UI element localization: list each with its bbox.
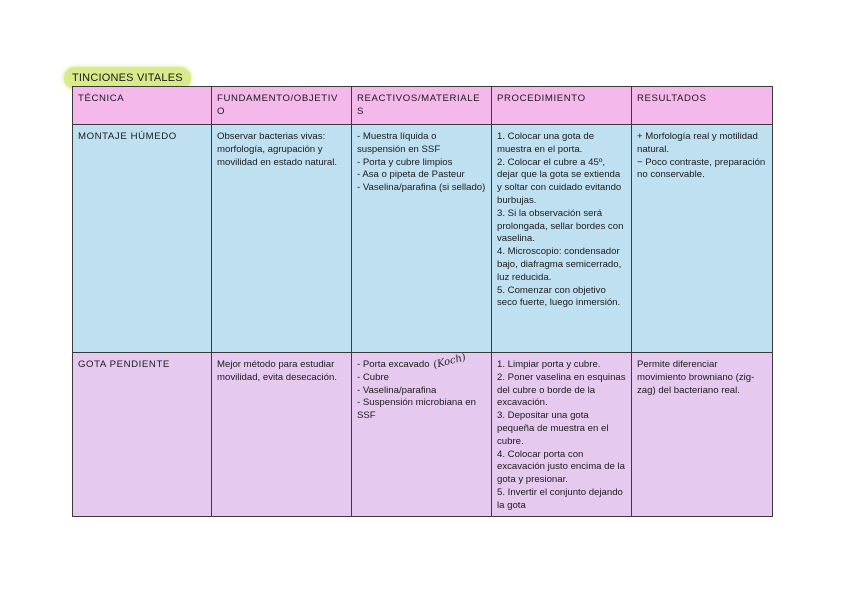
table-header-row <box>73 87 773 125</box>
cell-reactivos <box>352 353 492 517</box>
list-item: 4. Microscopio: condensador bajo, diafragma semicerrado, luz reducida. <box>497 246 622 283</box>
cell-fundamento: Observar bacterias vivas: morfología, agrupación y movilidad en estado natural. <box>212 125 352 353</box>
list-item: 1. Limpiar porta y cubre. <box>497 359 601 370</box>
list-item: 1. Colocar una gota de muestra en el porta. <box>497 131 595 155</box>
table-row-montaje-humedo <box>73 125 773 353</box>
list-item: - Suspensión microbiana en SSF <box>357 397 476 422</box>
techniques-table <box>72 86 773 517</box>
cell-tecnica: GOTA PENDIENTE <box>73 353 212 517</box>
cell-resultados <box>632 125 773 353</box>
list-item: 5. Invertir el conjunto dejando la gota <box>497 486 623 511</box>
list-item: 2. Poner vaselina en esquinas del cubre o borde de la excavación. <box>497 371 626 409</box>
list-item: - Asa o pipeta de Pasteur <box>357 169 465 181</box>
list-item: 5. Comenzar con objetivo seco fuerte, luego inmersión. <box>497 284 621 309</box>
header-procedimiento: PROCEDIMIENTO <box>492 87 632 125</box>
handwritten-note: (Koch) <box>432 352 468 371</box>
header-tecnica: TÉCNICA <box>73 87 212 125</box>
cell-reactivos <box>352 125 492 353</box>
list-item: 3. Depositar una gota pequeña de muestra en el cubre. <box>497 410 609 447</box>
list-item: - Cubre <box>357 371 389 383</box>
list-item: − Poco contraste, preparación no conservable. <box>637 156 766 181</box>
list-item-text: - Porta excavado <box>357 359 430 370</box>
list-item: 4. Colocar porta con excavación justo encima de la gota y presionar. <box>497 448 625 486</box>
list-item: 3. Si la observación será prolongada, sellar bordes con vaselina. <box>497 207 624 245</box>
header-fundamento: FUNDAMENTO/OBJETIVO <box>212 87 352 125</box>
cell-procedimiento <box>492 353 632 517</box>
list-item: - Vaselina/parafina (si sellado) <box>357 182 486 194</box>
list-item: - Vaselina/parafina <box>357 384 437 396</box>
list-item: - Porta y cubre limpios <box>357 156 453 168</box>
table-row-gota-pendiente <box>73 353 773 517</box>
list-item: 2. Colocar el cubre a 45º, dejar que la gota se extienda y soltar con cuidado evitando burbujas. <box>497 156 622 206</box>
header-resultados: RESULTADOS <box>632 87 773 125</box>
cell-procedimiento <box>492 125 632 353</box>
cell-fundamento: Mejor método para estudiar movilidad, evita desecación. <box>212 353 352 517</box>
cell-tecnica: MONTAJE HÚMEDO <box>73 125 212 353</box>
list-item <box>357 352 486 372</box>
list-item: - Muestra líquida o suspensión en SSF <box>357 131 441 155</box>
header-reactivos: REACTIVOS/MATERIALES <box>352 87 492 125</box>
page-title: TINCIONES VITALES <box>72 72 183 84</box>
list-item: + Morfología real y motilidad natural. <box>637 131 758 155</box>
cell-resultados: Permite diferenciar movimiento browniano (zig-zag) del bacteriano real. <box>632 353 773 517</box>
